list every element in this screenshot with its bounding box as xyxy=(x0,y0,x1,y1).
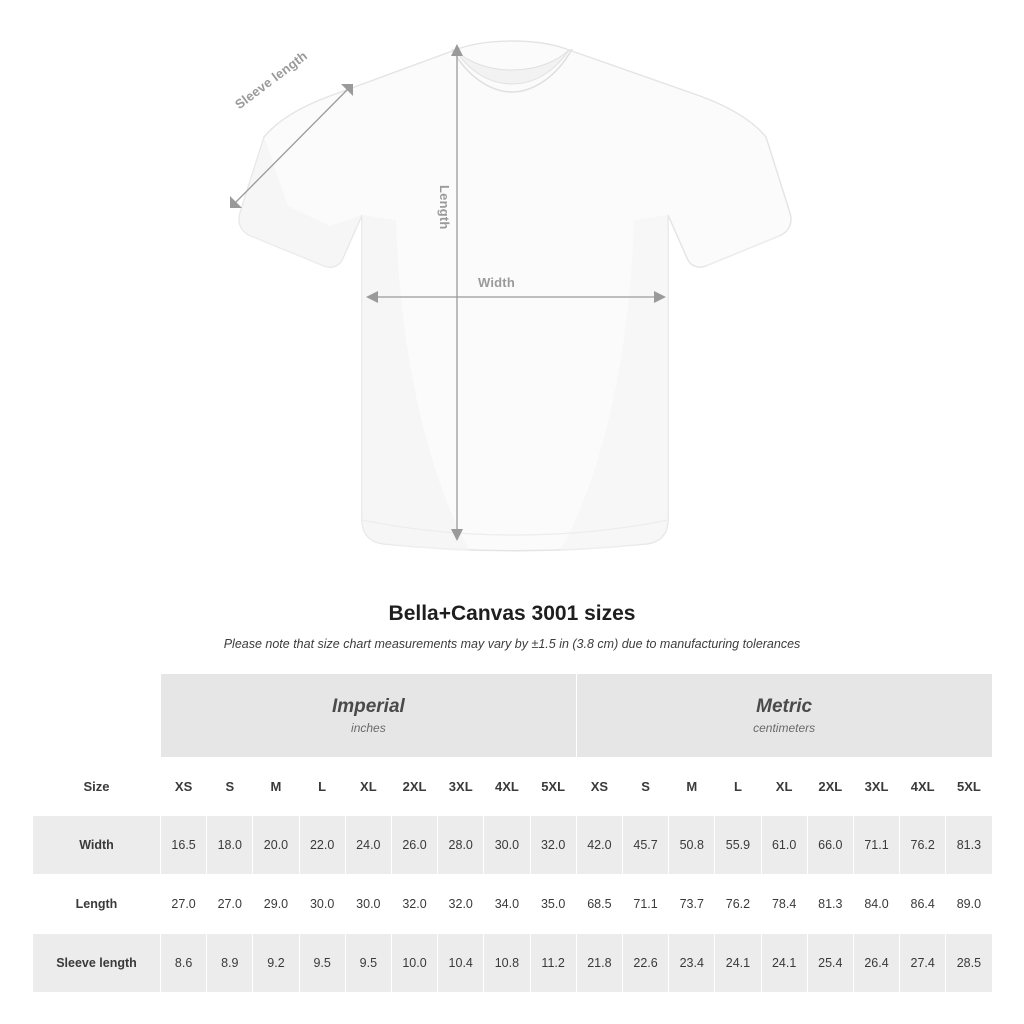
cell-width-metric-2xl: 66.0 xyxy=(807,816,853,875)
page-title: Bella+Canvas 3001 sizes xyxy=(388,602,636,625)
table-row xyxy=(33,934,993,993)
cell-length-imperial-l: 30.0 xyxy=(299,875,345,934)
cell-sleeve-imperial-s: 8.9 xyxy=(207,934,253,993)
size-header-imperial-m: M xyxy=(253,758,299,816)
cell-width-imperial-5xl: 32.0 xyxy=(530,816,576,875)
row-label-length: Length xyxy=(33,875,161,934)
cell-length-imperial-4xl: 34.0 xyxy=(484,875,530,934)
size-header-metric-xs: XS xyxy=(576,758,622,816)
size-header-imperial-xs: XS xyxy=(161,758,207,816)
cell-width-imperial-s: 18.0 xyxy=(207,816,253,875)
size-header-imperial-l: L xyxy=(299,758,345,816)
size-header-imperial-3xl: 3XL xyxy=(438,758,484,816)
cell-length-metric-s: 71.1 xyxy=(622,875,668,934)
cell-width-imperial-2xl: 26.0 xyxy=(391,816,437,875)
size-header-metric-m: M xyxy=(669,758,715,816)
cell-length-imperial-5xl: 35.0 xyxy=(530,875,576,934)
size-header-metric-3xl: 3XL xyxy=(853,758,899,816)
cell-length-metric-4xl: 86.4 xyxy=(900,875,946,934)
corner-cell xyxy=(33,674,161,758)
size-header-metric-2xl: 2XL xyxy=(807,758,853,816)
cell-sleeve-metric-s: 22.6 xyxy=(622,934,668,993)
length-label: Length xyxy=(437,185,452,230)
width-label: Width xyxy=(478,275,515,290)
cell-sleeve-metric-4xl: 27.4 xyxy=(900,934,946,993)
cell-length-imperial-m: 29.0 xyxy=(253,875,299,934)
unit-group-imperial-name: Imperial xyxy=(331,696,405,718)
cell-sleeve-imperial-m: 9.2 xyxy=(253,934,299,993)
cell-length-imperial-3xl: 32.0 xyxy=(438,875,484,934)
cell-sleeve-imperial-2xl: 10.0 xyxy=(391,934,437,993)
size-header-imperial-xl: XL xyxy=(345,758,391,816)
unit-group-metric-name: Metric xyxy=(756,696,813,718)
cell-sleeve-metric-5xl: 28.5 xyxy=(946,934,992,993)
cell-width-metric-xl: 61.0 xyxy=(761,816,807,875)
cell-length-metric-xs: 68.5 xyxy=(576,875,622,934)
cell-sleeve-metric-l: 24.1 xyxy=(715,934,761,993)
cell-length-metric-m: 73.7 xyxy=(669,875,715,934)
size-header-row xyxy=(33,758,993,816)
cell-sleeve-imperial-5xl: 11.2 xyxy=(530,934,576,993)
cell-width-imperial-4xl: 30.0 xyxy=(484,816,530,875)
cell-sleeve-metric-3xl: 26.4 xyxy=(853,934,899,993)
cell-sleeve-imperial-l: 9.5 xyxy=(299,934,345,993)
cell-sleeve-imperial-4xl: 10.8 xyxy=(484,934,530,993)
table-row xyxy=(33,875,993,934)
unit-group-imperial xyxy=(161,674,577,758)
table-row xyxy=(33,816,993,875)
cell-width-imperial-xl: 24.0 xyxy=(345,816,391,875)
size-table-wrap xyxy=(32,673,992,993)
cell-length-metric-xl: 78.4 xyxy=(761,875,807,934)
cell-length-imperial-xl: 30.0 xyxy=(345,875,391,934)
unit-group-imperial-sub: inches xyxy=(351,720,386,735)
size-header-imperial-2xl: 2XL xyxy=(391,758,437,816)
cell-sleeve-imperial-xs: 8.6 xyxy=(161,934,207,993)
cell-width-metric-3xl: 71.1 xyxy=(853,816,899,875)
title-block xyxy=(0,602,1024,651)
unit-header-row xyxy=(33,674,993,758)
cell-sleeve-metric-xl: 24.1 xyxy=(761,934,807,993)
size-header-metric-4xl: 4XL xyxy=(900,758,946,816)
row-header-size: Size xyxy=(33,758,161,816)
cell-sleeve-metric-m: 23.4 xyxy=(669,934,715,993)
size-header-metric-s: S xyxy=(622,758,668,816)
cell-sleeve-imperial-xl: 9.5 xyxy=(345,934,391,993)
cell-length-metric-5xl: 89.0 xyxy=(946,875,992,934)
cell-width-imperial-m: 20.0 xyxy=(253,816,299,875)
cell-sleeve-metric-xs: 21.8 xyxy=(576,934,622,993)
size-header-metric-l: L xyxy=(715,758,761,816)
cell-width-metric-s: 45.7 xyxy=(622,816,668,875)
cell-length-metric-3xl: 84.0 xyxy=(853,875,899,934)
unit-group-metric xyxy=(576,674,992,758)
cell-width-imperial-3xl: 28.0 xyxy=(438,816,484,875)
size-header-metric-xl: XL xyxy=(761,758,807,816)
size-header-metric-5xl: 5XL xyxy=(946,758,992,816)
cell-length-imperial-2xl: 32.0 xyxy=(391,875,437,934)
cell-width-metric-l: 55.9 xyxy=(715,816,761,875)
cell-length-metric-l: 76.2 xyxy=(715,875,761,934)
row-label-sleeve-length: Sleeve length xyxy=(33,934,161,993)
cell-width-metric-4xl: 76.2 xyxy=(900,816,946,875)
cell-length-imperial-s: 27.0 xyxy=(207,875,253,934)
sleeve-length-label: Sleeve length xyxy=(232,47,311,112)
size-header-imperial-4xl: 4XL xyxy=(484,758,530,816)
size-header-imperial-s: S xyxy=(207,758,253,816)
cell-sleeve-imperial-3xl: 10.4 xyxy=(438,934,484,993)
cell-width-metric-xs: 42.0 xyxy=(576,816,622,875)
cell-length-imperial-xs: 27.0 xyxy=(161,875,207,934)
cell-length-metric-2xl: 81.3 xyxy=(807,875,853,934)
size-header-imperial-5xl: 5XL xyxy=(530,758,576,816)
cell-width-metric-5xl: 81.3 xyxy=(946,816,992,875)
cell-width-metric-m: 50.8 xyxy=(669,816,715,875)
cell-width-imperial-l: 22.0 xyxy=(299,816,345,875)
tolerance-note: Please note that size chart measurements may vary by ±1.5 in (3.8 cm) due to manufacturing tolerances xyxy=(223,637,801,651)
row-label-width: Width xyxy=(33,816,161,875)
cell-width-imperial-xs: 16.5 xyxy=(161,816,207,875)
cell-sleeve-metric-2xl: 25.4 xyxy=(807,934,853,993)
size-chart-table xyxy=(32,673,993,993)
unit-group-metric-sub: centimeters xyxy=(753,720,816,735)
